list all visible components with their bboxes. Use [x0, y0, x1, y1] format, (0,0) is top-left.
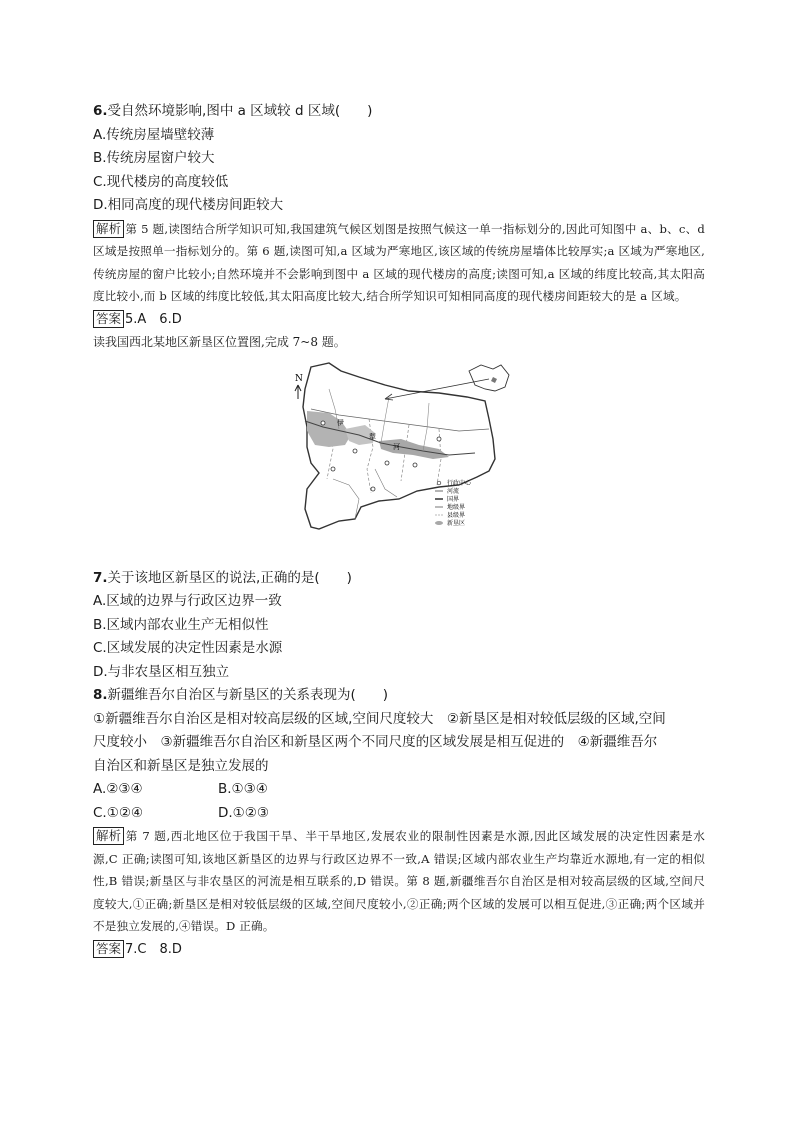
document-page	[93, 100, 705, 961]
admin-center-icon	[437, 437, 441, 441]
legend-label: 县级界	[447, 511, 466, 519]
question-text: 受自然环境影响,图中 a 区域较 d 区域( )	[107, 103, 373, 119]
explanation-text: 第 5 题,读图结合所学知识可知,我国建筑气候区划图是按照气候这一单一指标划分的,因此可知图中 a、b、c、d 区域是按照单一指标划分的。第 6 题,读图可知,a 区域为严寒地区,该区域的传统房屋墙体比较厚实;a 区域为严寒地区,传统房屋的窗户比较小;自然环境并不会影响到图中 a 区域的现代楼房的高度;读图可知,a 区域的纬度比较高,其太阳高度比较小,而 b 区域的纬度比较低,其太阳高度比较大,结合所学知识可知相同高度的现代楼房间距较大的是 a 区域。	[93, 221, 705, 303]
north-label: N	[295, 373, 303, 384]
q7-option-d: D.与非农垦区相互独立	[93, 663, 230, 680]
map-intro: 读我国西北某地区新垦区位置图,完成 7~8 题。	[93, 334, 346, 349]
admin-center-icon	[321, 421, 325, 425]
q8-statement-line: 自治区和新垦区是独立发展的	[93, 757, 269, 774]
river-label: 河	[393, 442, 400, 451]
question-6-stem	[93, 100, 705, 124]
q7-option-a: A.区域的边界与行政区边界一致	[93, 593, 282, 609]
answer-block-2	[93, 938, 705, 961]
explanation-text: 第 7 题,西北地区位于我国干旱、半干旱地区,发展农业的限制性因素是水源,因此区域发展的决定性因素是水源,C 正确;读图可知,该地区新垦区的边界与行政区边界不一致,A 错误;区域内部农业生产均靠近水源地,有一定的相似性,B 错误;新垦区与非农垦区的河流是相互联系的,D 错误。第 8 题,新疆维吾尔自治区是相对较高层级的区域,空间尺度较大,①正确;新垦区是相对较低层级的区域,空间尺度较小,②正确;两个区域的发展可以相互促进,③正确;两个区域并不是独立发展的,④错误。D 正确。	[93, 829, 705, 933]
legend-label: 新垦区	[447, 519, 466, 527]
answer-block-1	[93, 308, 705, 331]
question-8-stem	[93, 684, 705, 708]
question-7-stem	[93, 567, 705, 591]
q7-option-b: B.区域内部农业生产无相似性	[93, 616, 269, 633]
legend-label: 地级界	[447, 503, 466, 511]
q6-option-d: D.相同高度的现代楼房间距较大	[93, 197, 284, 213]
legend-label: 国界	[447, 495, 460, 503]
explanation-block-1	[93, 218, 705, 308]
answer-text: 7.C 8.D	[125, 941, 182, 957]
legend-reclamation-icon	[435, 521, 443, 525]
q8-options-row-2	[93, 802, 705, 826]
answer-tag: 答案	[93, 310, 124, 328]
question-text: 关于该地区新垦区的说法,正确的是( )	[107, 569, 352, 586]
reclamation-map	[289, 359, 521, 551]
answer-tag: 答案	[93, 940, 124, 958]
q6-option-b: B.传统房屋窗户较大	[93, 150, 215, 166]
river-label: 伊	[337, 418, 344, 427]
q6-option-a: A.传统房屋墙壁较薄	[93, 126, 215, 143]
river-label: 犁	[369, 432, 376, 441]
question-number: 6.	[93, 103, 108, 119]
question-text: 新疆维吾尔自治区与新垦区的关系表现为( )	[107, 687, 389, 703]
q8-statement-line: ①新疆维吾尔自治区是相对较高层级的区域,空间尺度较大 ②新垦区是相对较低层级的区域,空间	[93, 710, 666, 727]
inset-outline	[469, 365, 509, 391]
explanation-tag: 解析	[93, 220, 124, 238]
legend-label: 河流	[447, 487, 460, 495]
q6-option-c: C.现代楼房的高度较低	[93, 173, 229, 190]
answer-text: 5.A 6.D	[125, 311, 182, 327]
q8-option-d: D.①②③	[218, 804, 269, 821]
north-arrow-icon	[295, 385, 301, 399]
explanation-tag: 解析	[93, 827, 124, 845]
question-number: 8.	[93, 687, 108, 703]
q8-option-a: A.②③④	[93, 781, 143, 797]
q8-statement-line: 尺度较小 ③新疆维吾尔自治区和新垦区两个不同尺度的区域发展是相互促进的 ④新疆维吾尔	[93, 734, 658, 750]
explanation-block-2	[93, 825, 705, 938]
admin-center-icon	[385, 461, 389, 465]
q7-option-c: C.区域发展的决定性因素是水源	[93, 640, 283, 656]
legend-label: 行政中心	[447, 479, 472, 487]
q8-option-b: B.①③④	[218, 781, 268, 797]
map-figure	[93, 359, 705, 559]
admin-center-icon	[413, 463, 417, 467]
question-number: 7.	[93, 569, 108, 586]
admin-center-icon	[371, 487, 375, 491]
q8-options-row-1	[93, 778, 705, 802]
admin-center-icon	[331, 467, 335, 471]
legend-center-icon	[437, 481, 441, 485]
admin-center-icon	[353, 449, 357, 453]
q8-option-c: C.①②④	[93, 804, 144, 821]
